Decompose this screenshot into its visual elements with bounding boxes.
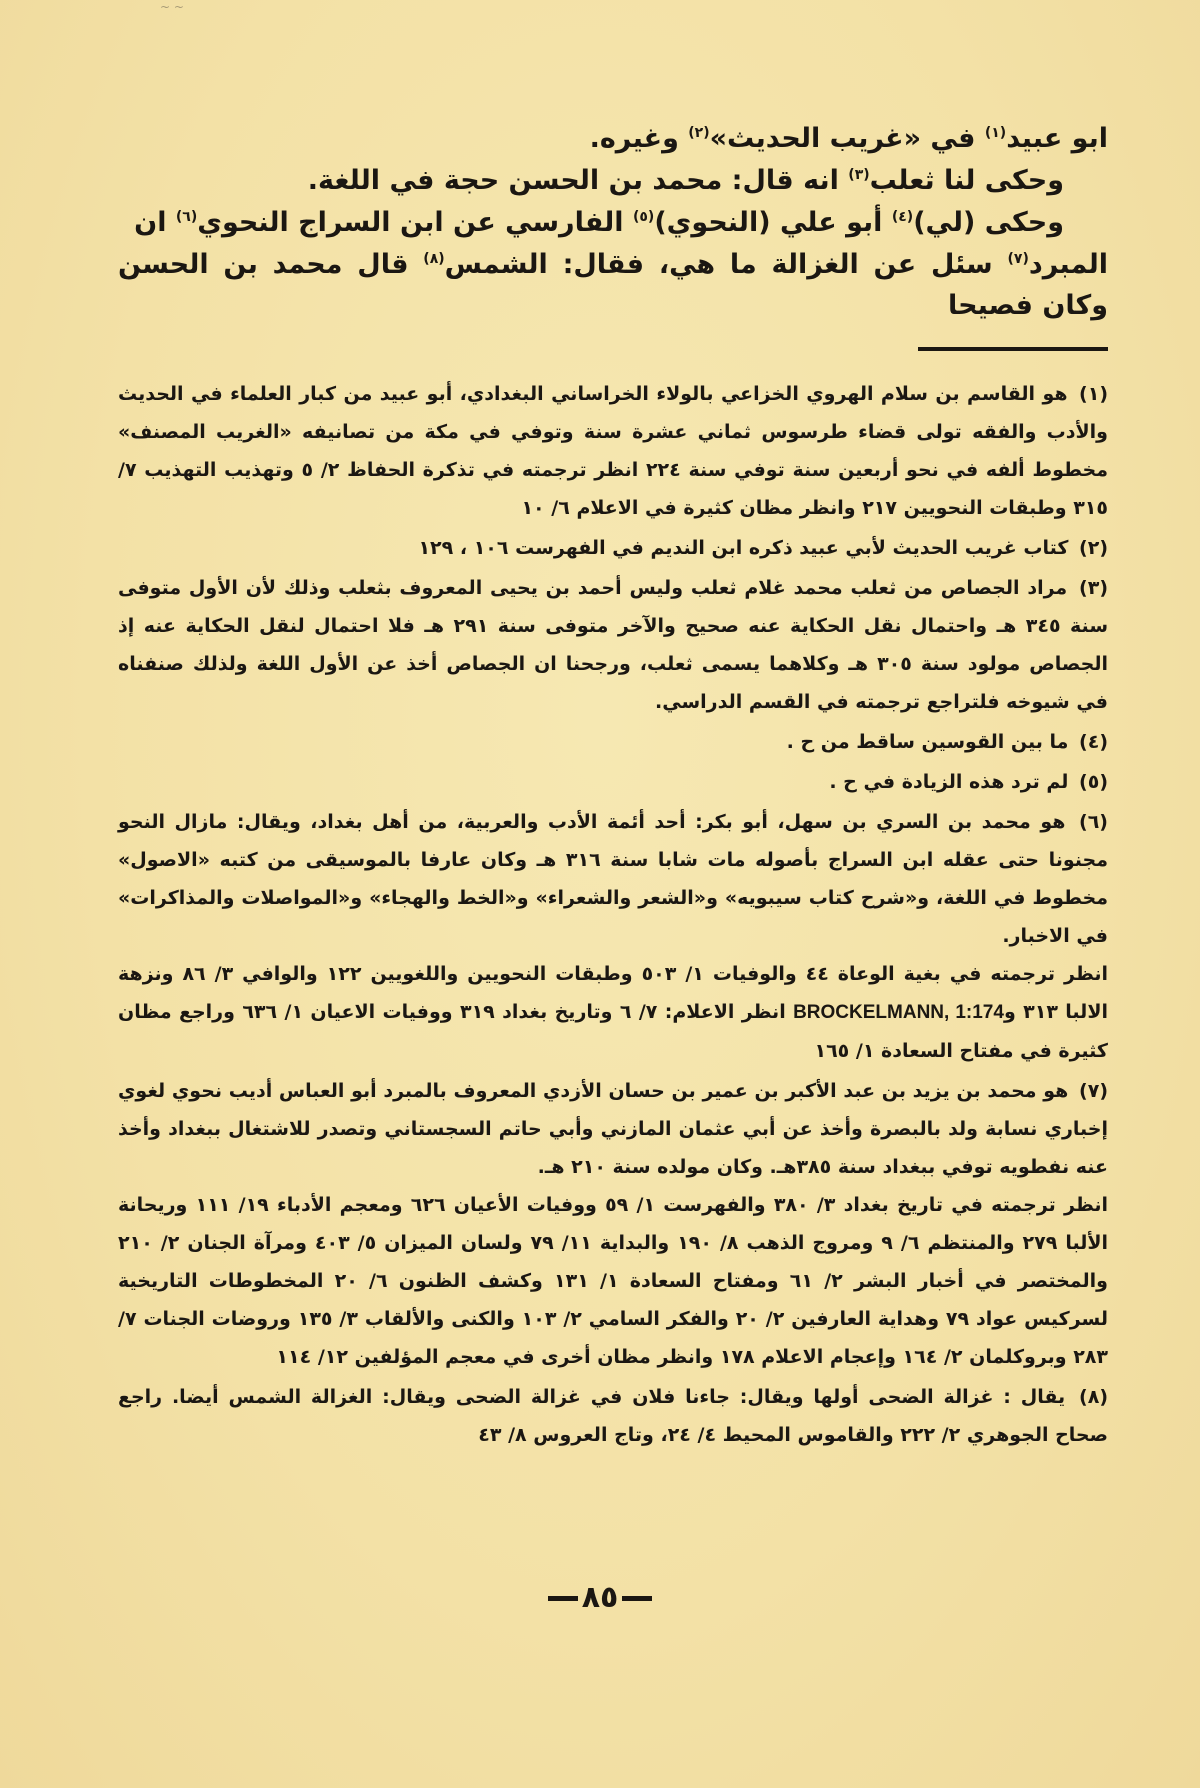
footnote-ref[interactable]: (١): [984, 125, 1007, 141]
footnote-text: ما بين القوسين ساقط من ح .: [786, 731, 1069, 754]
text-segment: الفارسي عن ابن السراج النحوي: [197, 206, 633, 238]
footnote-ref[interactable]: (٢): [688, 125, 710, 141]
text-segment: أبو علي (النحوي): [654, 206, 892, 238]
footnote-number: (٥): [1079, 771, 1108, 794]
text-segment: وحكى لنا ثعلب: [869, 164, 1064, 196]
footnote-8: [118, 1378, 1108, 1454]
footnote-ref[interactable]: (٤): [891, 208, 914, 225]
text-segment: قال محمد بن الحسن وكان فصيحا: [118, 248, 1108, 322]
footnote-text: هو محمد بن يزيد بن عبد الأكبر بن عمير بن حسان الأزدي المعروف بالمبرد أبو العباس أديب نحوي لغوي إخباري نسابة ولد بالبصرة وأخذ عن أبي عثمان المازني وأبي حاتم السجستاني وتصدر للاشتغال ببغداد وأخذ عنه نفطويه توفي ببغداد سنة ٣٨٥هـ. وكان مولده سنة ٢١٠ هـ.: [118, 1080, 1108, 1179]
references-text: انظر الاعلام: ٧/ ٦ وتاريخ بغداد ٣١٩ ووفيات الاعيان ١/ ٦٣٦ وراجع مظان كثيرة في مفتاح السعادة ١/ ١٦٥: [118, 1001, 1108, 1063]
footnote-references: انظر ترجمته في تاريخ بغداد ٣/ ٣٨٠ والفهرست ١/ ٥٩ ووفيات الأعيان ٦٢٦ ومعجم الأدباء ١٩/ ١١١ وريحانة الألبا ٢٧٩ والمنتظم ٦/ ٩ ومروج الذهب ٨/ ١٩٠ والبداية ١١/ ٧٩ ولسان الميزان ٥/ ٤٠٣ ومرآة الجنان ٢/ ٢١٠ والمختصر في أخبار البشر ٢/ ٦١ ومفتاح السعادة ١/ ١٣١ وكشف الظنون ٦/ ٢٠ المخطوطات التاريخية لسركيس عواد ٧٩ وهداية العارفين ٢/ ٢٠ والفكر السامي ٢/ ١٠٣ والكنى والألقاب ٣/ ١٣٥ وروضات الجنات ٧/ ٢٨٣ وبروكلمان ٢/ ١٦٤ وإعجام الاعلام ١٧٨ وانظر مظان أخرى في معجم المؤلفين ١٢/ ١١٤: [118, 1194, 1109, 1369]
footnote-number: (١): [1079, 383, 1108, 406]
text-segment: ابو عبيد: [1006, 123, 1108, 154]
footnote-number: (٨): [1079, 1386, 1108, 1409]
footnote-text: يقال : غزالة الضحى أولها ويقال: جاءنا فلان في غزالة الضحى ويقال: الغزالة الشمس أيضا. راجع صحاح الجوهري ٢/ ٢٢٢ والقاموس المحيط ٤/ ٢٤، وتاج العروس ٨/ ٤٣: [118, 1386, 1108, 1447]
footnote-text: هو محمد بن السري بن سهل، أبو بكر: أحد أئمة الأدب والعربية، من أهل بغداد، ويقال: مازال النحو مجنونا حتى عقله ابن السراج بأصوله مات شابا سنة ٣١٦ هـ وكان عارفا بالموسيقى من كتبه «الاصول» مخطوط في اللغة، و«شرح كتاب سيبويه» و«الشعر والشعراء» و«الخط والهجاء» و«المواصلات والمذاكرات» في الاخبار.: [118, 811, 1108, 948]
footnote-6: [118, 803, 1108, 1070]
page-number-dash: [548, 1596, 578, 1601]
footnote-references: [118, 955, 1108, 1070]
footnote-text: كتاب غريب الحديث لأبي عبيد ذكره ابن النديم في الفهرست ١٠٦ ، ١٢٩: [418, 537, 1069, 560]
footnote-number: (٧): [1079, 1080, 1108, 1103]
text-segment: سئل عن الغزالة ما هي، فقال: الشمس: [444, 248, 1008, 280]
main-text-line: [118, 202, 1108, 244]
footnote-separator: [918, 347, 1108, 351]
footnote-3: [118, 569, 1108, 721]
footnote-ref[interactable]: (٨): [423, 250, 445, 267]
text-segment: وغيره.: [589, 123, 689, 154]
footnote-1: [118, 375, 1108, 527]
footnote-text: لم ترد هذه الزيادة في ح .: [829, 771, 1069, 794]
footnote-5: [118, 763, 1108, 801]
text-segment: انه قال: محمد بن الحسن حجة في اللغة.: [307, 164, 849, 196]
footnote-2: [118, 529, 1108, 567]
main-text-line: [118, 160, 1108, 202]
main-text-line: [118, 118, 1108, 160]
footnote-ref[interactable]: (٥): [632, 208, 655, 225]
text-segment: وحكى (لي): [913, 206, 1064, 238]
footnote-number: (٦): [1079, 811, 1108, 834]
footnote-7: [118, 1072, 1108, 1376]
text-segment: في «غريب الحديث»: [709, 123, 985, 154]
latin-reference: BROCKELMANN, 1:174: [793, 1002, 1004, 1024]
footnote-number: (٤): [1079, 731, 1108, 754]
footnotes: [118, 375, 1108, 1454]
footnote-separator-wrap: [118, 327, 1108, 375]
page-number-value: ٨٥: [581, 1580, 619, 1615]
footnote-ref[interactable]: (٧): [1007, 250, 1029, 267]
footnote-text: مراد الجصاص من ثعلب محمد غلام ثعلب وليس أحمد بن يحيى المعروف بثعلب وذلك لأن الأول متوفى سنة ٣٤٥ هـ واحتمال نقل الحكاية عنه صحيح والآخر متوفى سنة ٢٩١ هـ فلا احتمال لنقل الحكاية عنه إذ الجصاص مولود سنة ٣٠٥ هـ وكلاهما يسمى ثعلب، ورجحنا ان الجصاص أخذ عن الأول اللغة ولذلك صنفناه في شيوخه فلتراجع ترجمته في القسم الدراسي.: [118, 577, 1108, 714]
text-segment: المبرد: [1028, 248, 1109, 280]
footnote-4: [118, 723, 1108, 761]
text-segment: ان: [134, 206, 176, 238]
scan-artifact: ~ ~: [160, 0, 184, 14]
page-number-dash: [622, 1596, 652, 1601]
page-body: [118, 118, 1108, 1456]
references-text: انظر ترجمته في بغية الوعاة ٤٤ والوفيات ١/ ٥٠٣ وطبقات النحويين واللغويين ١٢٢ والوافي ٣/ ٨٦ ونزهة الالبا ٣١٣ و: [118, 963, 1109, 1024]
main-text: [118, 118, 1108, 327]
page-number: [0, 1580, 1200, 1615]
footnote-ref[interactable]: (٣): [848, 166, 870, 183]
main-text-line: [118, 244, 1108, 328]
footnote-number: (٣): [1079, 577, 1108, 600]
footnote-text: هو القاسم بن سلام الهروي الخزاعي بالولاء الخراساني البغدادي، أبو عبيد من كبار العلماء في الحديث والأدب والفقه تولى قضاء طرسوس ثماني عشرة سنة وتوفي في مكة من تصانيفه «الغريب المصنف» مخطوط ألفه في نحو أربعين سنة توفي سنة ٢٢٤ انظر ترجمته في تذكرة الحفاظ ٢/ ٥ وتهذيب التهذيب ٧/ ٣١٥ وطبقات النحويين ٢١٧ وانظر مظان كثيرة في الاعلام ٦/ ١٠: [118, 383, 1108, 520]
footnote-ref[interactable]: (٦): [175, 208, 198, 225]
footnote-number: (٢): [1079, 537, 1108, 560]
